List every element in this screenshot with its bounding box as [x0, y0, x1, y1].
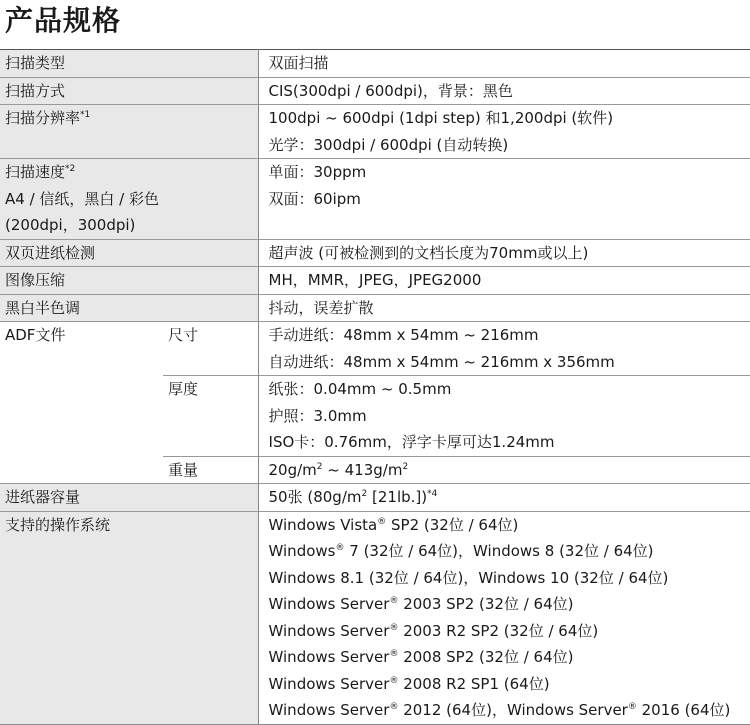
spec-value: 双面扫描: [258, 50, 750, 78]
value-text: 7 (32位 / 64位)，Windows 8 (32位 / 64位): [344, 542, 654, 560]
value-text: SP2 (32位 / 64位): [386, 515, 519, 534]
spec-value-line: 自动进纸：48mm x 54mm ~ 216mm x 356mm: [268, 352, 615, 371]
spec-label: [0, 159, 258, 240]
os-line: Windows 8.1 (32位 / 64位)，Windows 10 (32位 / 64位): [268, 568, 669, 587]
spec-value: 超声波 (可被检测到的文档长度为70mm或以上): [258, 239, 750, 267]
spec-row-os: [0, 511, 750, 724]
spec-table: [0, 49, 750, 725]
superscript: 2: [402, 461, 409, 472]
registered-mark: ®: [335, 543, 345, 553]
value-text: 20g/m: [268, 460, 317, 479]
spec-row-double-feed: [0, 239, 750, 267]
superscript: 2: [316, 461, 323, 472]
footnote-mark: *1: [80, 110, 91, 120]
value-text: Windows Server: [268, 674, 390, 693]
os-line: [269, 697, 750, 724]
value-text: Windows: [268, 542, 336, 560]
spec-row-speed: [0, 159, 750, 240]
spec-label: 扫描方式: [0, 77, 258, 105]
spec-label: 双页进纸检测: [0, 239, 258, 267]
spec-row-adf-size: [0, 322, 750, 376]
spec-value-line: 双面：60ipm: [268, 189, 361, 208]
os-line: [269, 591, 750, 618]
os-line: [269, 671, 750, 698]
value-text: [21lb.]): [367, 488, 428, 506]
value-text: Windows Server: [268, 701, 390, 719]
spec-sublabel: 尺寸: [163, 322, 258, 376]
spec-value: [258, 511, 750, 724]
os-line: [269, 512, 750, 539]
value-text: 2003 SP2 (32位 / 64位): [398, 595, 574, 613]
spec-label: [0, 105, 258, 159]
spec-value: [258, 159, 750, 240]
value-text: 2008 R2 SP1 (64位): [398, 674, 550, 693]
spec-value: [258, 456, 750, 484]
spec-label: ADF文件: [0, 322, 163, 484]
spec-value-line: 100dpi ~ 600dpi (1dpi step) 和1,200dpi (软件): [268, 109, 614, 127]
superscript: 2: [361, 489, 368, 499]
footnote-mark: *4: [427, 489, 438, 499]
registered-mark: ®: [389, 675, 399, 686]
spec-value: [258, 105, 750, 159]
os-line: [269, 538, 750, 565]
spec-value-line: ISO卡：0.76mm，浮字卡厚可达1.24mm: [268, 433, 555, 451]
footnote-mark: *2: [65, 164, 76, 174]
value-text: 2012 (64位)，Windows Server: [398, 701, 628, 719]
spec-value-line: 手动进纸：48mm x 54mm ~ 216mm: [268, 326, 539, 344]
spec-value: 抖动，误差扩散: [258, 294, 750, 322]
spec-value: CIS(300dpi / 600dpi)，背景：黑色: [258, 77, 750, 105]
spec-label: 图像压缩: [0, 267, 258, 295]
registered-mark: ®: [389, 622, 399, 633]
page-title: 产品规格: [5, 4, 122, 37]
spec-label-text: 扫描速度: [5, 163, 66, 181]
spec-row-compression: [0, 267, 750, 295]
registered-mark: ®: [389, 649, 399, 659]
value-text: 2003 R2 SP2 (32位 / 64位): [398, 621, 599, 640]
spec-label: 支持的操作系统: [0, 511, 258, 724]
os-line: [269, 644, 750, 671]
spec-label-line: A4 / 信纸，黑白 / 彩色: [5, 189, 159, 208]
spec-row-resolution: [0, 105, 750, 159]
spec-value-line: 纸张：0.04mm ~ 0.5mm: [268, 380, 452, 398]
spec-value-line: 光学：300dpi / 600dpi (自动转换): [268, 135, 509, 154]
spec-row-scan-method: [0, 77, 750, 105]
registered-mark: ®: [389, 596, 399, 606]
registered-mark: ®: [377, 516, 387, 527]
spec-row-halftone: [0, 294, 750, 322]
registered-mark: ®: [389, 702, 399, 712]
registered-mark: ®: [627, 702, 637, 712]
os-line: [269, 618, 750, 645]
spec-label: 黑白半色调: [0, 294, 258, 322]
spec-label-line: [5, 159, 258, 186]
spec-label: 进纸器容量: [0, 484, 258, 512]
value-text: 50张 (80g/m: [268, 488, 362, 506]
spec-row-scan-type: [0, 50, 750, 78]
spec-value: [258, 322, 750, 376]
value-text: Windows Server: [268, 595, 390, 613]
spec-value-line: 护照：3.0mm: [268, 406, 367, 425]
spec-sublabel: 重量: [163, 456, 258, 484]
spec-value: [258, 376, 750, 457]
value-text: 2016 (64位): [636, 701, 731, 719]
spec-value-line: 单面：30ppm: [268, 163, 367, 181]
value-text: 2008 SP2 (32位 / 64位): [398, 648, 574, 666]
spec-value: MH，MMR，JPEG，JPEG2000: [258, 267, 750, 295]
spec-label-line: (200dpi，300dpi): [5, 216, 136, 234]
spec-row-capacity: [0, 484, 750, 512]
spec-label: 扫描类型: [0, 50, 258, 78]
spec-sublabel: 厚度: [163, 376, 258, 457]
value-text: ~ 413g/m: [322, 460, 403, 479]
value-text: Windows Server: [268, 621, 390, 640]
spec-value: [258, 484, 750, 512]
value-text: Windows Vista: [268, 515, 378, 534]
value-text: Windows Server: [268, 648, 390, 666]
spec-label-text: 扫描分辨率: [5, 109, 81, 127]
